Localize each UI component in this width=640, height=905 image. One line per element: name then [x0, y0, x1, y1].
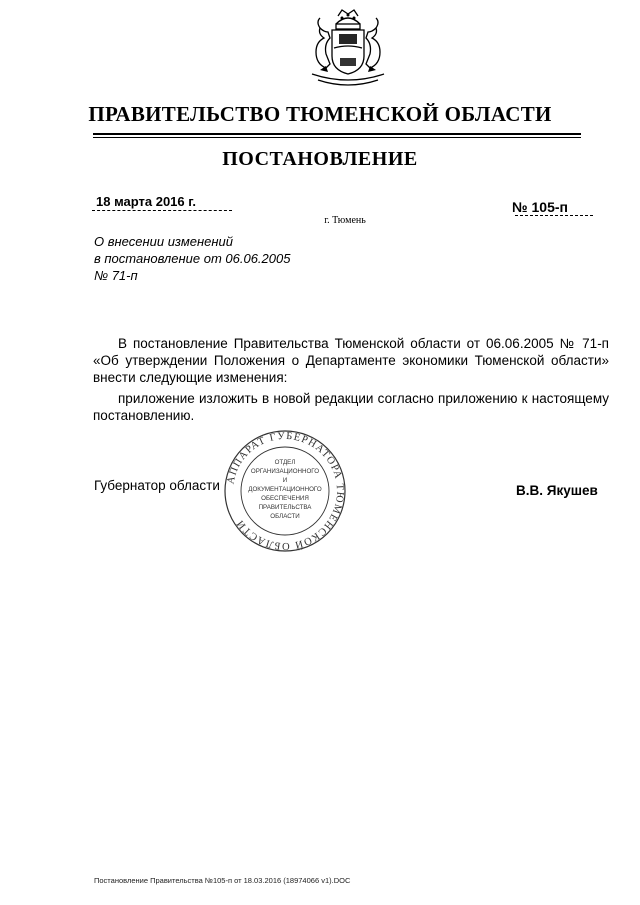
footer-filename: Постановление Правительства №105-п от 18.03.2016 (18974066 v1).DOC: [94, 876, 351, 885]
stamp-center-line: ОРГАНИЗАЦИОННОГО: [250, 468, 320, 475]
body-paragraph: В постановление Правительства Тюменской области от 06.06.2005 № 71-п «Об утверждении Положения о Департаменте экономики Тюменской области» внести следующие изменения:: [93, 336, 609, 385]
body-paragraph: приложение изложить в новой редакции согласно приложению к настоящему постановлению.: [93, 391, 609, 423]
document-date: 18 марта 2016 г.: [96, 194, 196, 209]
document-number: № 105-п: [512, 199, 568, 215]
date-underline: [92, 210, 232, 211]
title-rule: [93, 133, 581, 135]
title-rule-thin: [93, 137, 581, 138]
stamp-center-line: ОБЕСПЕЧЕНИЯ: [261, 495, 309, 502]
signatory-position: Губернатор области: [94, 478, 220, 493]
stamp-center-line: ПРАВИТЕЛЬСТВА: [258, 504, 312, 511]
government-title: ПРАВИТЕЛЬСТВО ТЮМЕНСКОЙ ОБЛАСТИ: [88, 102, 552, 126]
tyumen-coat-of-arms-icon: [290, 8, 406, 88]
signatory-name: В.В. Якушев: [516, 483, 598, 498]
subject-line: в постановление от 06.06.2005: [94, 251, 291, 266]
stamp-center-line: И: [282, 477, 288, 484]
subject-block: [94, 233, 290, 284]
stamp-center-line: ДОКУМЕНТАЦИОННОГО: [248, 486, 322, 493]
document-type-title: ПОСТАНОВЛЕНИЕ: [222, 148, 418, 170]
stamp-ring-text: АППАРАТ ГУБЕРНАТОРА ТЮМЕНСКОЙ ОБЛАСТИ: [225, 430, 346, 552]
stamp-center-line: ОТДЕЛ: [274, 459, 296, 466]
city-label: г. Тюмень: [324, 215, 366, 226]
stamp-center-line: ОБЛАСТИ: [270, 513, 300, 520]
subject-line: № 71-п: [94, 268, 138, 283]
subject-line: О внесении изменений: [94, 234, 233, 249]
official-stamp: [222, 428, 348, 554]
